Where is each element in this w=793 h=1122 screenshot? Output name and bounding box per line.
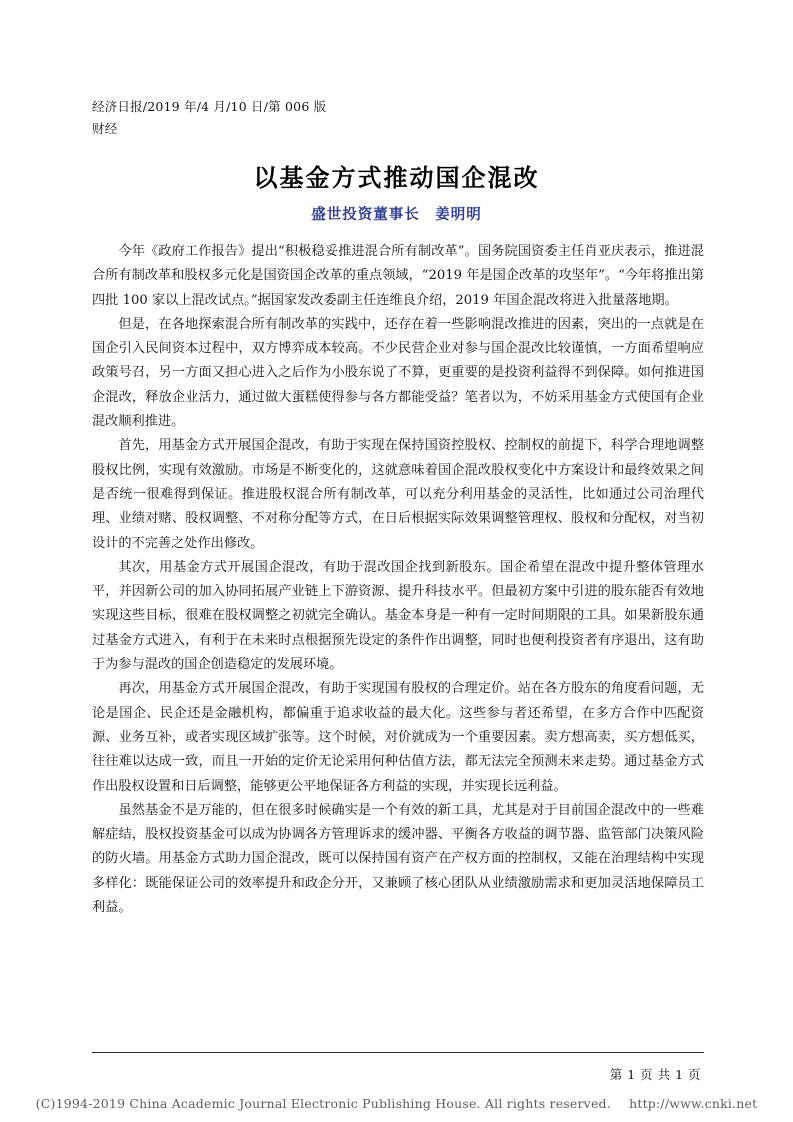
section-line: 财经: [92, 120, 118, 136]
article-body: [92, 240, 704, 920]
paragraph: 再次，用基金方式开展国企混改，有助于实现国有股权的合理定价。站在各方股东的角度看问题，无论是国企、民企还是金融机构，都偏重于追求收益的最大化。这些参与者还希望，在多方合作中匹配资源、业务互补，或者实现区域扩张等。这个时候，对价就成为一个重要因素。卖方想高卖，买方想低买，往往难以达成一致，而且一开始的定价无论采用何种估值方法，都无法完全预测未来走势。通过基金方式作出股权设置和日后调整，能够更公平地保证各方利益的实现，并实现长远利益。: [92, 681, 704, 794]
copyright-text: (C)1994-2019 China Academic Journal Electronic Publishing House. All rights reserved.: [35, 1096, 611, 1111]
document-header: [92, 96, 712, 140]
page-title: 以基金方式推动国企混改: [253, 163, 540, 192]
paragraph: 首先，用基金方式开展国企混改，有助于实现在保持国资控股权、控制权的前提下，科学合理地调整股权比例，实现有效激励。市场是不断变化的，这就意味着国企混改股权变化中方案设计和最终效果之间是否统一很难得到保证。推进股权混合所有制改革，可以充分利用基金的灵活性，比如通过公司治理代理、业绩对赌、股权调整、不对称分配等方式，在日后根据实际效果调整管理权、股权和分配权，对当初设计的不完善之处作出修改。: [92, 438, 704, 551]
paragraph: 今年《政府工作报告》提出“积极稳妥推进混合所有制改革”。国务院国资委主任肖亚庆表示，推进混合所有制改革和股权多元化是国资国企改革的重点领域，“2019 年是国企改革的攻坚年”。“今年将推出第四批 100 家以上混改试点。”据国家发改委副主任连维良介绍，2019 年国企混改将进入批量落地期。: [92, 244, 704, 308]
copyright-notice: [0, 1096, 793, 1111]
paragraph: 虽然基金不是万能的，但在很多时候确实是一个有效的新工具，尤其是对于目前国企混改中的一些难解症结，股权投资基金可以成为协调各方管理诉求的缓冲器、平衡各方收益的调节器、监管部门决策风险的防火墙。用基金方式助力国企混改，既可以保持国有资产在产权方面的控制权，又能在治理结构中实现多样化：既能保证公司的效率提升和政企分开，又兼顾了核心团队从业绩激励需求和更加灵活地保障员工利益。: [92, 802, 704, 916]
paragraph: 但是，在各地探索混合所有制改革的实践中，还存在着一些影响混改推进的因素，突出的一点就是在国企引入民间资本过程中，双方博弈成本较高。不少民营企业对参与国企混改比较谨慎，一方面希望响应政策号召，另一方面又担心进入之后作为小股东说了不算，更重要的是投资利益得不到保障。如何推进国企混改，释放企业活力，通过做大蛋糕使得参与各方都能受益？笔者以为，不妨采用基金方式使国有企业混改顺利推进。: [92, 316, 704, 430]
footer-divider: [92, 1052, 704, 1053]
page-number: 第 1 页 共 1 页: [609, 1067, 701, 1082]
cnki-url: http://www.cnki.net: [629, 1096, 758, 1111]
paragraph: 其次，用基金方式开展国企混改，有助于混改国企找到新股东。国企希望在混改中提升整体管理水平，并因新公司的加入协同拓展产业链上下游资源、提升科技水平。但最初方案中引进的股东能否有效地实现这些目标，很难在股权调整之初就完全确认。基金本身是一种有一定时间期限的工具。如果新股东通过基金方式进入，有利于在未来时点根据预先设定的条件作出调整，同时也便利投资者有序退出，这有助于为参与混改的国企创造稳定的发展环境。: [92, 559, 704, 673]
source-line: 经济日报/2019 年/4 月/10 日/第 006 版: [92, 99, 327, 114]
author-byline: 盛世投资董事长 姜明明: [311, 206, 482, 223]
